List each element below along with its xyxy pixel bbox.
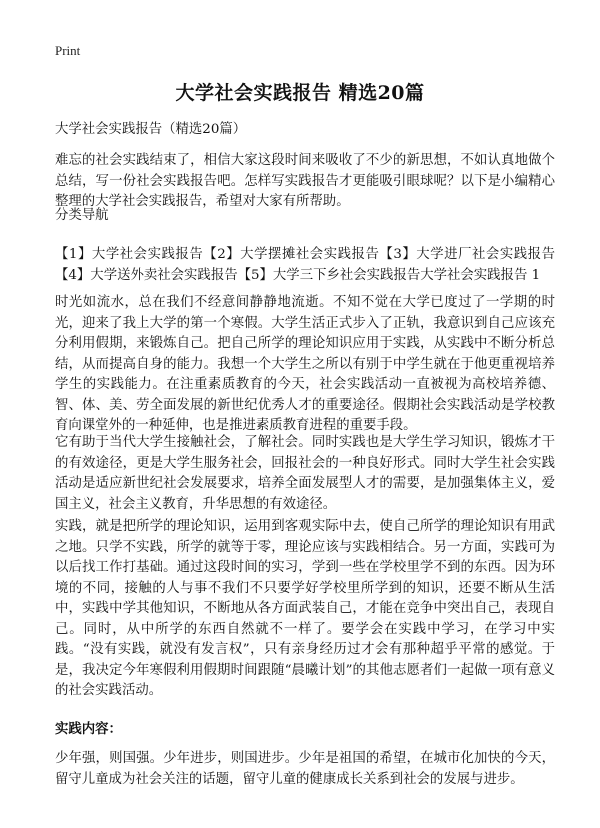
nav-link-1[interactable]: 【1】大学社会实践报告	[55, 247, 204, 262]
subtitle: 大学社会实践报告（精选20篇）	[55, 122, 247, 137]
nav-link-5[interactable]: 【5】大学三下乡社会实践报告	[237, 267, 421, 283]
section-heading-1: 大学社会实践报告 1	[420, 267, 541, 283]
body-paragraph: 它有助于当代大学生接触社会，了解社会。同时实践也是大学生学习知识，锻炼才干的有效途径，更是大学生服务社会，回报社会的一种良好形式。同时大学生社会实践活动是适应新世纪社会发展要求，培养全面发展型人才的需要，是加强集体主义，爱国主义，社会主义教育，升华思想的有效途径。	[55, 435, 555, 512]
intro-paragraph: 难忘的社会实践结束了，相信大家这段时间来吸收了不少的新思想，不如认真地做个总结，写一份社会实践报告吧。怎样写实践报告才更能吸引眼球呢？以下是小编精心整理的大学社会实践报告，希望对大家有所帮助。	[55, 153, 555, 209]
nav-link-3[interactable]: 【3】大学进厂社会实践报告	[379, 247, 555, 262]
category-nav	[55, 245, 555, 286]
body-paragraph: 实践，就是把所学的理论知识，运用到客观实际中去，使自己所学的理论知识有用武之地。只学不实践，所学的就等于零，理论应该与实践相结合。另一方面，实践可为以后找工作打基础。通过这段时间的实习，学到一些在学校里学不到的东西。因为环境的不同，接触的人与事不我们不只要学好学校里所学到的知识，还要不断从生活中，实践中学其他知识，不断地从各方面武装自己，才能在竞争中突出自己，表现自己。同时，从中所学的东西自然就不一样了。要学会在实践中学习，在学习中实践。“没有实践，就没有发言权”，只有亲身经历过才会有那种超乎平常的感觉。于是，我决定今年寒假利用假期时间跟随“晨曦计划”的其他志愿者们一起做一项有意义的社会实践活动。	[55, 519, 555, 698]
category-nav-label: 分类导航	[55, 208, 109, 223]
body-paragraph: 时光如流水，总在我们不经意间静静地流逝。不知不觉在大学已度过了一学期的时光，迎来了我上大学的第一个寒假。大学生活正式步入了正轨，我意识到自己应该充分利用假期，来锻炼自己。把自己所学的理论知识应用于实践，从实践中不断分析总结，从而提高自身的能力。我想一个大学生之所以有别于中学生就在于他更重视培养学生的实践能力。在注重素质教育的今天，社会实践活动一直被视为高校培养德、智、体、美、劳全面发展的新世纪优秀人才的重要途径。假期社会实践活动是学校教育向课堂外的一种延伸，也是推进素质教育进程的重要手段。	[55, 295, 555, 433]
practice-content-heading: 实践内容：	[55, 721, 122, 737]
nav-link-2[interactable]: 【2】大学摆摊社会实践报告	[203, 247, 380, 262]
closing-paragraph: 少年强，则国强。少年进步，则国进步。少年是祖国的希望，在城市化加快的今天，留守儿童成为社会关注的话题，留守儿童的健康成长关系到社会的发展与进步。	[55, 751, 555, 787]
nav-link-4[interactable]: 【4】大学送外卖社会实践报告	[55, 267, 238, 283]
print-link[interactable]: Print	[55, 43, 81, 58]
page-title: 大学社会实践报告 精选20篇	[175, 82, 425, 104]
